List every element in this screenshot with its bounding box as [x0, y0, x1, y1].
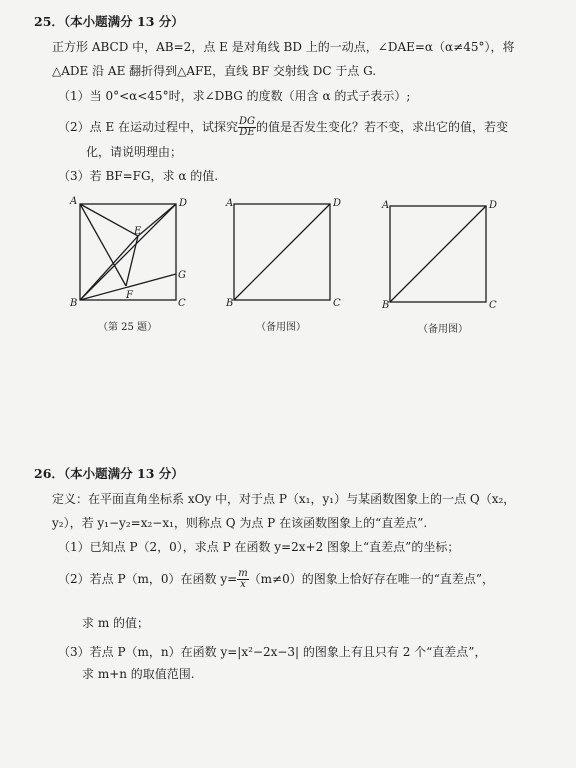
- spare-figure-2: [378, 196, 504, 318]
- q25-part2-post: 的值是否发生变化？若不变，求出它的值，若变: [256, 120, 509, 134]
- diagonal-bd: [80, 204, 176, 300]
- label-a: A: [70, 196, 78, 207]
- q25-main-figure: [68, 194, 194, 316]
- spare1-label-a: A: [226, 198, 234, 209]
- q25-fraction: [238, 117, 256, 138]
- q26-part1: （1）已知点 P（2，0），求点 P 在函数 y=2x+2 图象上“直差点”的坐标；: [58, 540, 460, 554]
- q26-definition-line1: 定义：在平面直角坐标系 xOy 中，对于点 P（x₁，y₁）与某函数图象上的一点 Q（x₂，: [52, 492, 516, 506]
- q25-statement-line2: △ADE 沿 AE 翻折得到△AFE，直线 BF 交射线 DC 于点 G.: [52, 64, 377, 78]
- spare-figure-1: [222, 194, 348, 316]
- q25-part2: [58, 114, 508, 140]
- q26-fraction-denominator: x: [240, 579, 246, 590]
- q26-part2-post: （m≠0）的图象上恰好存在唯一的“直差点”，: [248, 572, 495, 586]
- q26-definition-line2: y₂），若 y₁−y₂=x₂−x₁，则称点 Q 为点 P 在该函数图象上的“直差点”.: [52, 516, 428, 530]
- caption-spare-1: （备用图）: [256, 322, 306, 333]
- spare1-label-c: C: [333, 298, 341, 309]
- q25-header: 25．（本小题满分 13 分）: [34, 14, 184, 29]
- q25-fraction-numerator: DG: [239, 116, 256, 127]
- label-b: B: [70, 298, 78, 309]
- spare2-label-b: B: [382, 300, 390, 311]
- label-c: C: [178, 298, 186, 309]
- label-e: E: [134, 226, 142, 237]
- caption-spare-2: （备用图）: [418, 324, 468, 335]
- spare2-label-d: D: [489, 200, 498, 211]
- caption-fig25: （第 25 题）: [98, 322, 158, 333]
- spare2-label-a: A: [382, 200, 390, 211]
- q25-part2-pre: （2）点 E 在运动过程中，试探究: [58, 120, 239, 134]
- q26-part3: （3）若点 P（m，n）在函数 y=|x²−2x−3| 的图象上有且只有 2 个“直差点”，: [58, 645, 487, 659]
- q25-part3: （3）若 BF=FG，求 α 的值.: [58, 169, 219, 183]
- q25-fraction-denominator: DE: [239, 127, 255, 138]
- spare1-label-b: B: [226, 298, 234, 309]
- segment-de: [138, 204, 176, 236]
- q25-part2-continued: 化，请说明理由；: [86, 145, 183, 159]
- spare1-label-d: D: [333, 198, 342, 209]
- spare2-label-c: C: [489, 300, 497, 311]
- q26-header: 26．（本小题满分 13 分）: [34, 466, 184, 481]
- q26-part2-continued: 求 m 的值；: [82, 616, 150, 630]
- q26-fraction: [237, 569, 248, 590]
- label-d: D: [179, 198, 188, 209]
- q25-part1: （1）当 0°<α<45°时，求∠DBG 的度数（用含 α 的式子表示）;: [58, 89, 411, 103]
- q26-part2: [58, 566, 494, 592]
- q26-part2-pre: （2）若点 P（m，0）在函数 y=: [58, 572, 238, 586]
- q26-part3-continued: 求 m+n 的取值范围.: [82, 667, 195, 681]
- q25-statement-line1: 正方形 ABCD 中，AB=2，点 E 是对角线 BD 上的一动点，∠DAE=α（α≠45°），将: [52, 40, 515, 54]
- label-g: G: [178, 270, 186, 281]
- q26-fraction-numerator: m: [238, 568, 248, 579]
- label-f: F: [126, 290, 133, 301]
